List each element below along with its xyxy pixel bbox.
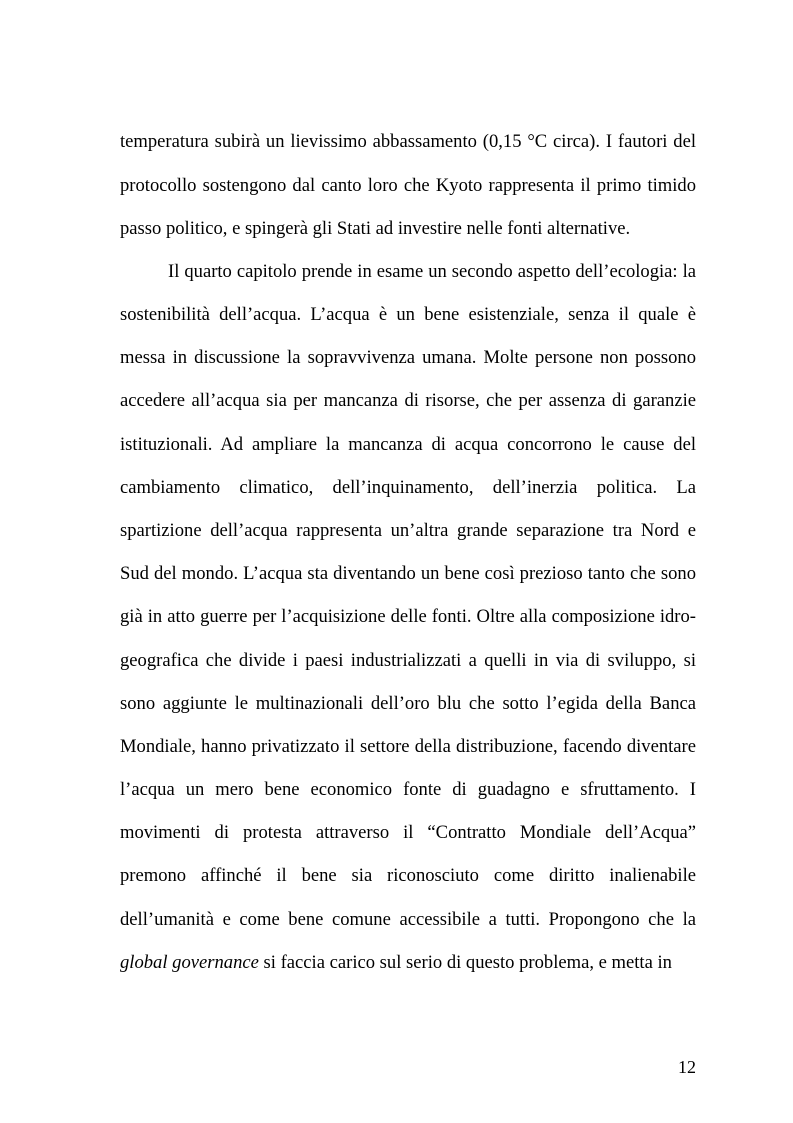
text-line: geografica che divide i paesi industrializzati a quelli in via di sviluppo, si	[120, 650, 696, 671]
text-line: sono aggiunte le multinazionali dell’oro blu che sotto l’egida della Banca	[120, 693, 696, 714]
text-line: sostenibilità dell’acqua. L’acqua è un bene esistenziale, senza il quale è	[120, 304, 696, 325]
text-line: temperatura subirà un lievissimo abbassamento (0,15 °C circa). I fautori del	[120, 131, 696, 152]
line-rest: si faccia carico sul serio di questo problema, e metta in	[258, 952, 672, 973]
text-line: accedere all’acqua sia per mancanza di risorse, che per assenza di garanzie	[120, 390, 696, 411]
text-line: spartizione dell’acqua rappresenta un’altra grande separazione tra Nord e	[120, 520, 696, 541]
text-line: cambiamento climatico, dell’inquinamento, dell’inerzia politica. La	[120, 477, 696, 498]
text-line: movimenti di protesta attraverso il “Contratto Mondiale dell’Acqua”	[120, 822, 696, 843]
text-line: istituzionali. Ad ampliare la mancanza di acqua concorrono le cause del	[120, 434, 696, 455]
text-line: premono affinché il bene sia riconosciuto come diritto inalienabile	[120, 865, 696, 886]
page-number: 12	[678, 1057, 696, 1077]
text-line: già in atto guerre per l’acquisizione delle fonti. Oltre alla composizione idro-	[120, 606, 696, 627]
text-line: Sud del mondo. L’acqua sta diventando un bene così prezioso tanto che sono	[120, 563, 696, 584]
text-line-with-italic	[120, 952, 696, 974]
paragraph-first-line: Il quarto capitolo prende in esame un secondo aspetto dell’ecologia: la	[168, 261, 696, 282]
text-line: dell’umanità e come bene comune accessibile a tutti. Propongono che la	[120, 909, 696, 930]
italic-term: global governance	[120, 952, 259, 973]
text-line: passo politico, e spingerà gli Stati ad investire nelle fonti alternative.	[120, 218, 631, 239]
text-line: protocollo sostengono dal canto loro che Kyoto rappresenta il primo timido	[120, 175, 696, 196]
text-line: messa in discussione la sopravvivenza umana. Molte persone non possono	[120, 347, 696, 368]
text-line: l’acqua un mero bene economico fonte di guadagno e sfruttamento. I	[120, 779, 696, 800]
text-line: Mondiale, hanno privatizzato il settore della distribuzione, facendo diventare	[120, 736, 696, 757]
